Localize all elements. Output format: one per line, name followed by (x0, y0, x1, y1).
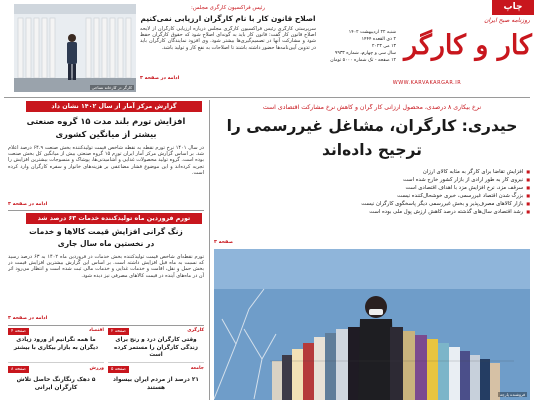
top-story-more-link[interactable]: ادامه در صفحه ۳ (140, 76, 180, 81)
teaser-4[interactable] (8, 366, 104, 398)
print-badge: چاپ (492, 0, 534, 15)
lead-photo-caption: فروشنده پارچه (500, 392, 525, 397)
issue-number: سال سی و چهارم، شماره ۹۹۳۳ (334, 51, 396, 56)
lead-headline-line-1[interactable]: حیدری: کارگران، مشاغل غیررسمی را (226, 117, 518, 135)
issue-price: ۱۲ صفحه - تک شماره ۵۰۰۰ تومان (330, 58, 396, 63)
teaser-2-page: صفحه ۴ (8, 328, 29, 335)
lead-bullet: ■ بازار کالاهای مصرف‌پذیر و بخش غیررسمی دیگر پاسخگوی کارگران نیست (240, 200, 530, 208)
masthead (320, 0, 534, 92)
inflation-body: در سال ۱۴۰۱ نرخ تورم نقطه به نقطه شاخص قیمت تولیدکننده بخش صنعت ۶۴.۹ درصد اعلام شد. بر اساس گزارش مرکز آمار ایران تورم ۱۵ گروه صنعتی بیش از میانگین کل بخش صنعت بوده است. گروه تولید محصولات غذایی و آشامیدنی‌ها، پوشاک و منسوجات بیشترین افزایش را تجربه کرده‌اند و این موضوع فشار مضاعفی بر هزینه‌های خانوار و سفره کارگران وارد کرده است. (8, 145, 204, 176)
website-link[interactable]: WWW.KARVAKARGAR.IR (392, 80, 462, 86)
lead-photo (214, 249, 530, 400)
producer-prices-body: تورم نقطه‌ای شاخص قیمت تولیدکننده بخش خدمات در فروردین ماه ۱۴۰۲ به ۶۳ درصد رسید که نسبت به ماه قبل افزایش داشته است. بر اساس این گزارش بیشترین افزایش قیمت در بخش حمل و نقل، اقامت و خدمات غذایی و خدمات مالی ثبت شده است و انتظار می‌رود اثر آن در ماه‌های آینده در قیمت کالاهای مصرفی نیز دیده شود. (8, 254, 204, 279)
producer-prices-section-bar: تورم فروردین ماه تولیدکننده خدمات ۶۳ درصد شد (26, 213, 202, 224)
newspaper-tagline: روزنامه صبح ایران (484, 17, 530, 24)
left-divider-2 (8, 325, 204, 326)
teaser-4-section: ورزش (89, 366, 104, 371)
top-story-kicker: رئیس فراکسیون کارگری مجلس: (191, 5, 265, 11)
teaser-1[interactable] (108, 328, 204, 363)
inflation-more-link[interactable]: ادامه در صفحه ۳ (8, 202, 48, 207)
teaser-2-headline: ما همه نگرانیم از ورود زیادی دیگران به بازار بیکاری با بیشتر (13, 337, 99, 351)
textile-factory-image (14, 4, 136, 92)
lead-bullet: ■ سرقف مزد، نرخ افزایش مزد با اهداف اقتصادی است (240, 184, 530, 192)
lead-more-link[interactable]: صفحه ۳ (214, 240, 234, 245)
fabric-vendor-image (214, 249, 530, 400)
date-hijri: ۲ ذی القعده ۱۴۴۴ (361, 37, 396, 42)
newspaper-logo: کار و کارگر (404, 30, 532, 61)
lead-bullet: ■ نیروی کار به طور ارادی از بازار کشور خارج شده است (240, 176, 530, 184)
lead-bullet: ■ افزایش تقاضا برای کارگر به مثابه کالای ارزان (240, 168, 530, 176)
lead-headline-line-2[interactable]: ترجیح داده‌اند (322, 141, 422, 159)
teaser-3[interactable] (108, 366, 204, 398)
top-story-photo (14, 4, 136, 92)
top-story-body: سرپرستی کارگری رئیس فراکسیون کارگری مجلس درباره ارزیابی کارگران از لایحه اصلاح قانون کار گفت: قانون کار باید به گونه‌ای اصلاح شود که حقوق کارگران حفظ شود و مشارکت آنها در تصمیم‌گیری‌ها بیشتر شود. وی افزود نمایندگان کارگران باید در تدوین آیین‌نامه‌ها حضور داشته باشند تا اصلاحات به نفع کار و تولید باشد. (140, 26, 316, 51)
teaser-3-section: جامعه (190, 366, 204, 371)
masthead-divider (4, 97, 530, 98)
lead-bullet: ■ بزرگ شدن اقتصاد غیررسمی، خبری خوشحال‌کننده نیست (240, 192, 530, 200)
top-story-headline[interactable]: اصلاح قانون کار با نام کارگران ارزیابی نمی‌کنیم (140, 14, 316, 23)
lead-kicker: نرخ بیکاری ۸ درصدی، محصول ارزانی کار گران و کاهش نرخ مشارکت اقتصادی است (262, 104, 482, 111)
column-divider (209, 100, 210, 400)
teaser-1-page: صفحه ۲ (108, 328, 129, 335)
top-story (4, 4, 316, 96)
producer-prices-headline-line-2[interactable]: در نخستین ماه سال جاری (57, 239, 155, 248)
producer-prices-headline-line-1[interactable]: زنگ گرانی افزایش قیمت کالاها و خدمات (29, 227, 183, 236)
teaser-2-section: اقتصاد (88, 328, 104, 333)
teaser-4-page: صفحه ۸ (8, 366, 29, 373)
inflation-headline-line-2[interactable]: بیشتر از میانگین کشوری (55, 129, 157, 139)
producer-prices-more-link[interactable]: ادامه در صفحه ۳ (8, 316, 48, 321)
inflation-section-bar: گزارش مرکز آمار از سال ۱۴۰۲ نشان داد (26, 101, 202, 112)
date-gregorian: ۱۳ می ۲۰۲۳ (371, 44, 396, 49)
inflation-headline-line-1[interactable]: افزایش تورم بلند مدت ۱۵ گروه صنعتی (26, 116, 186, 126)
lead-bullet-list (240, 168, 530, 216)
teaser-1-headline: وقتی کارگران درد و رنج برای زندگی کارگران را مستمر کرده است (114, 337, 198, 359)
teaser-1-section: کارگری (187, 328, 204, 333)
teaser-3-headline: ۲۱ درصد از مردم ایران بیسواد هستند (113, 377, 199, 391)
teaser-2[interactable] (8, 328, 104, 363)
lead-bullet: ■ رشد اقتصادی سال‌های گذشته درصد کاهش ارزش پول ملی بوده است (240, 208, 530, 216)
top-story-photo-caption: کارگر در کارخانه نساجی (91, 85, 132, 90)
date-persian: شنبه ۲۲ اردیبهشت ۱۴۰۲ (348, 30, 396, 35)
teaser-3-page: صفحه ۵ (108, 366, 129, 373)
left-divider-1 (8, 210, 204, 211)
teaser-4-headline: ۵ دهک رنگارنگ حاصل تلاش کارگران ایرانی (16, 377, 96, 391)
masthead-dateline (322, 29, 396, 64)
